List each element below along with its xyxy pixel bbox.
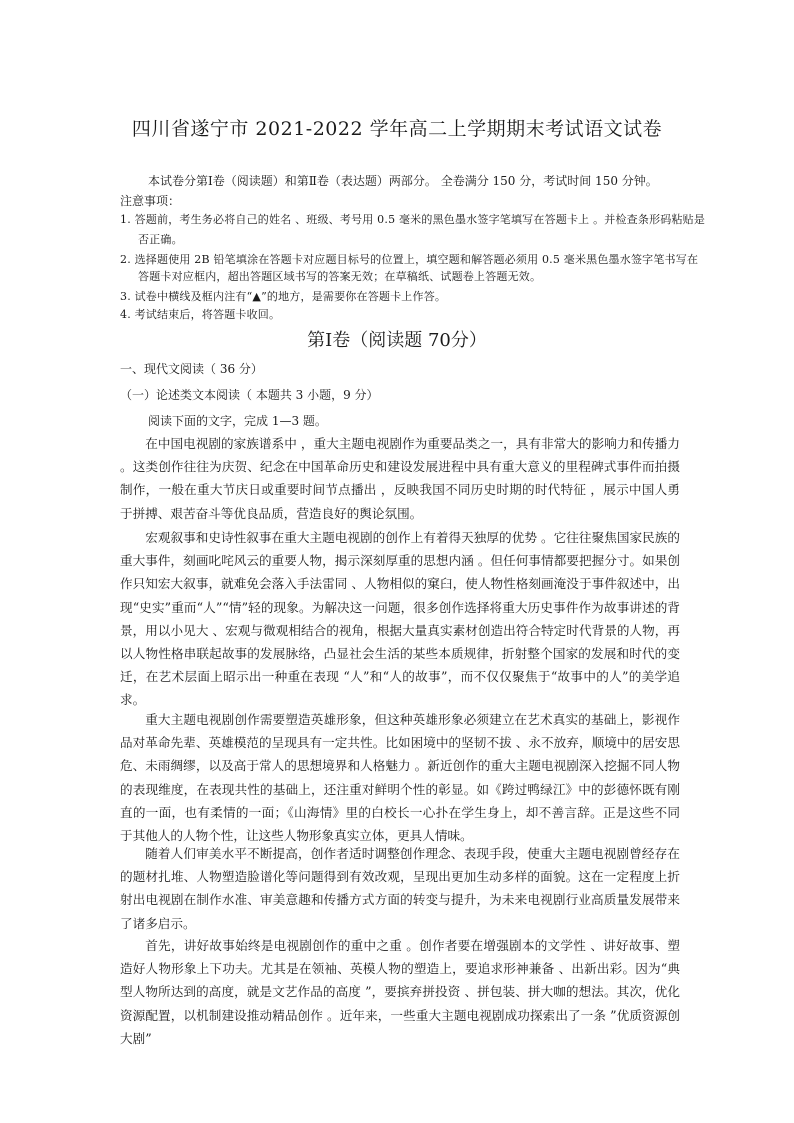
paragraph: 首先，讲好故事始终是电视剧创作的重中之重 。创作者要在增强剧本的文学性 、讲好故事、塑造好人物形象上下功夫。尤其是在领袖、英模人物的塑造上，要追求形神兼备 、出新出彩。因为“典型人物所达到的高度，就是文艺作品的高度 ”，要摈弃拼投资 、拼包装、拼大咖的想法。其次，优化资源配置，以机制建设推动精品创作 。近年来，一些重大主题电视剧成功探索出了一条 ”优质资源创大剧” (120, 938, 680, 1046)
note-line: 否正确。 (138, 233, 183, 246)
heading-argumentative-text: （一）论述类文本阅读（ 本题共 3 小题，9 分） (120, 388, 379, 402)
paragraph: 随着人们审美水平不断提高，创作者适时调整创作理念、表现手段，使重大主题电视剧曾经存在的题材扎堆、人物塑造脸谱化等问题得到有效改观，呈现出更加生动多样的面貌。这在一定程度上折射出电视剧在制作水准、审美意趣和传播方式方面的转变与提升，为未来电视剧行业高质量发展带来了诸多启示。 (120, 846, 680, 931)
heading-modern-reading: 一、现代文阅读（ 36 分） (120, 362, 263, 376)
note-line: 3. 试卷中横线及框内注有“▲”的地方，是需要你在答题卡上作答。 (120, 290, 447, 303)
paragraph: 在中国电视剧的家族谱系中 ，重大主题电视剧作为重要品类之一，具有非常大的影响力和传播力 。这类创作往往为庆贺、纪念在中国革命历史和建设发展进程中具有重大意义的里程碑式事件而拍摄制作，一般在重大节庆日或重要时间节点播出 ，反映我国不同历史时期的时代特征 ，展示中国人勇于拼搏、艰苦奋斗等优良品质，营造良好的舆论氛围。 (120, 436, 680, 521)
paragraph: 重大主题电视剧创作需要塑造英雄形象，但这种英雄形象必须建立在艺术真实的基础上，影视作品对革命先辈、英雄模范的呈现具有一定共性。比如困境中的坚韧不拔 、永不放弃，顺境中的居安思危、未雨绸缪，以及高于常人的思想境界和人格魅力 。新近创作的重大主题电视剧深入挖掘不同人物的表现维度，在表现共性的基础上，还注重对鲜明个性的彰显。如《跨过鸭绿江》中的彭德怀既有刚直的一面，也有柔情的一面；《山海情》里的白校长一心扑在学生身上，却不善言辞。正是这些不同于其他人的人物个性，让这些人物形象真实立体，更具人情味。 (120, 712, 680, 844)
page-title: 四川省遂宁市 2021-2022 学年高二上学期期末考试语文试卷 (131, 118, 663, 140)
reading-instruction: 阅读下面的文字，完成 1—3 题。 (148, 414, 327, 428)
note-line: 答题卡对应框内，超出答题区域书写的答案无效；在草稿纸、试题卷上答题无效。 (138, 270, 542, 283)
section-title: 第Ⅰ卷（阅读题 70分） (307, 330, 487, 351)
note-line: 4. 考试结束后，将答题卡收回。 (120, 308, 281, 321)
note-line: 1. 答题前，考生务必将自己的姓名 、班级、考号用 0.5 毫米的黑色墨水签字笔填写在答题卡上 。并检查条形码粘贴是 (120, 213, 706, 226)
exam-intro: 本试卷分第Ⅰ卷（阅读题）和第Ⅱ卷（表达题）两部分。 全卷满分 150 分，考试时间 150 分钟。 (148, 174, 658, 188)
paragraph: 宏观叙事和史诗性叙事在重大主题电视剧的创作上有着得天独厚的优势 。它往往聚焦国家民族的重大事件，刻画叱咤风云的重要人物，揭示深刻厚重的思想内涵 。但任何事情都要把握分寸。如果创作只知宏大叙事，就难免会落入手法雷同 、人物相似的窠臼，使人物性格刻画淹没于事件叙述中，出现“史实”重而“人”“情”轻的现象。为解决这一问题，很多创作选择将重大历史事件作为故事讲述的背景，用以小见大 、宏观与微观相结合的视角，根据大量真实素材创造出符合特定时代背景的人物，再以人物性格串联起故事的发展脉络，凸显社会生活的某些本质规律，折射整个国家的发展和时代的变迁，在艺术层面上昭示出一种重在表现 “人”和“人的故事”，而不仅仅聚焦于“故事中的人”的美学追求。 (120, 530, 680, 708)
notes-label: 注意事项： (120, 194, 181, 208)
note-line: 2. 选择题使用 2B 铅笔填涂在答题卡对应题目标号的位置上，填空题和解答题必须用 0.5 毫米黑色墨水签字笔书写在 (120, 253, 699, 266)
